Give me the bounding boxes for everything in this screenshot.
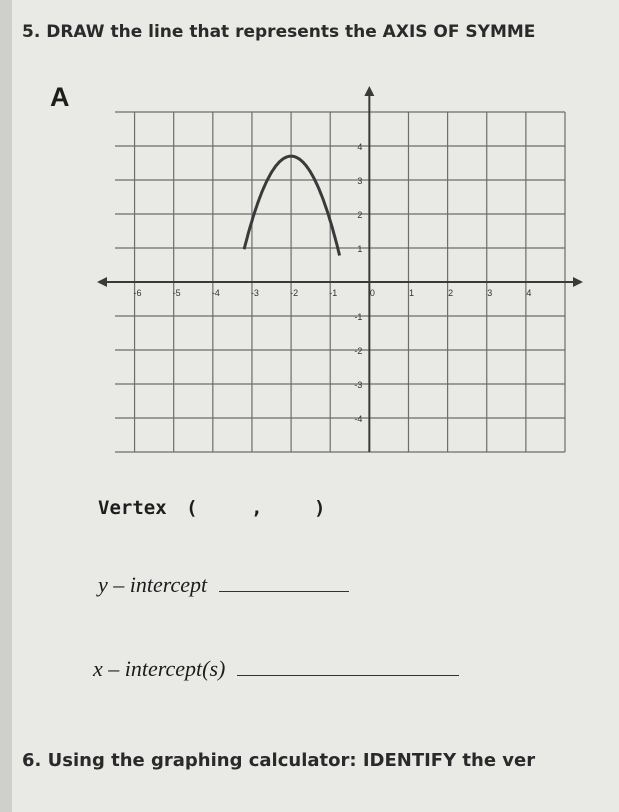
vertex-row	[98, 494, 326, 520]
x-intercepts-blank[interactable]	[237, 657, 459, 676]
x-axis-right-arrow	[573, 277, 583, 287]
y-intercept-label: y – intercept	[98, 572, 208, 597]
axes	[97, 86, 583, 452]
x-tick-label: 3	[487, 288, 493, 298]
vertex-close-paren: )	[314, 497, 326, 519]
y-intercept-blank[interactable]	[219, 573, 349, 592]
y-tick-label: 3	[357, 176, 363, 186]
x-tick-label: 1	[408, 288, 414, 298]
x-tick-label: -3	[250, 288, 259, 298]
x-tick-label: -6	[133, 288, 142, 298]
question-6-title: 6. Using the graphing calculator: IDENTIFY the ver	[22, 750, 536, 771]
question-5-title: 5. DRAW the line that represents the AXIS OF SYMME	[22, 22, 536, 42]
y-intercept-row	[98, 572, 349, 598]
x-tick-label: -5	[172, 288, 181, 298]
x-axis-left-arrow	[97, 277, 107, 287]
y-tick-label: -3	[354, 380, 363, 390]
y-tick-label: -2	[354, 346, 363, 356]
x-tick-label: 2	[448, 288, 454, 298]
y-tick-label: 2	[357, 210, 363, 220]
x-tick-label: -1	[329, 288, 338, 298]
page-edge	[0, 0, 12, 812]
x-tick-label: -2	[290, 288, 299, 298]
parabola-curve	[244, 156, 340, 255]
x-tick-label: -4	[211, 288, 220, 298]
vertex-open-paren: (	[186, 497, 198, 519]
vertex-comma: ,	[251, 497, 263, 519]
x-intercepts-row	[93, 656, 459, 682]
x-tick-label: 4	[526, 288, 532, 298]
parabola-graph	[95, 82, 585, 467]
y-tick-label: 1	[357, 244, 363, 254]
vertex-label: Vertex	[98, 497, 167, 519]
y-tick-label: -4	[354, 414, 363, 424]
part-label: A	[50, 82, 70, 112]
x-tick-label: 0	[369, 288, 375, 298]
y-tick-label: 4	[357, 142, 363, 152]
y-tick-label: -1	[354, 312, 363, 322]
y-axis-up-arrow	[364, 86, 374, 96]
x-intercepts-label: x – intercept(s)	[93, 656, 226, 681]
